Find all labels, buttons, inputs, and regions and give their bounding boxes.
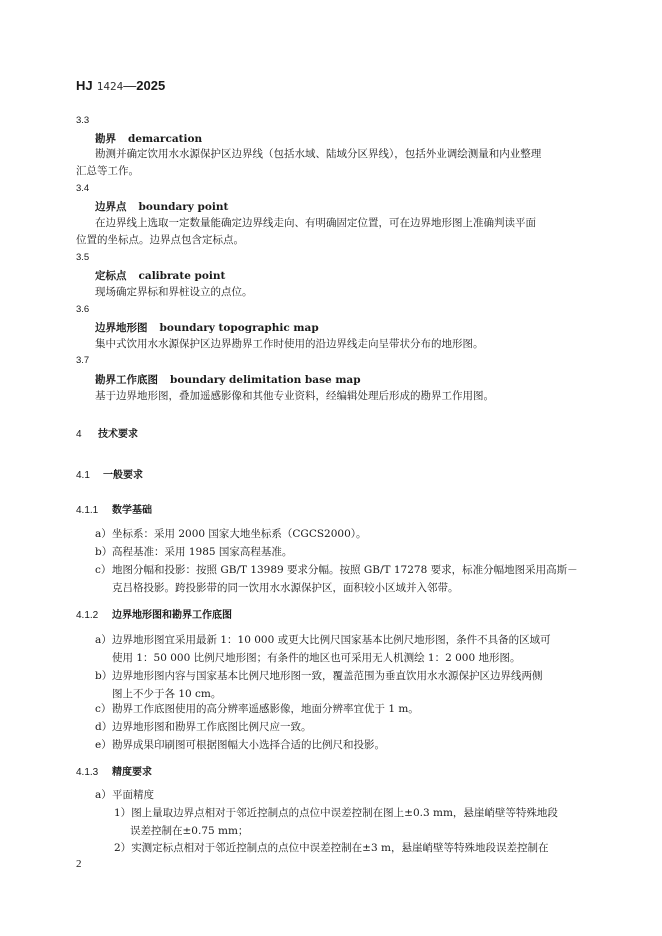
section-title: 数学基础 xyxy=(112,505,152,516)
sub-item-text: 图上量取边界点相对于邻近控制点的点位中误差控制在图上±0.3 mm，悬崖峭壁等特殊地段 xyxy=(131,807,558,819)
term-def-line: 勘测并确定饮用水水源保护区边界线（包括水域、陆域分区界线），包括外业调绘测量和内业整理 xyxy=(95,148,542,160)
section-heading-4-1-2 xyxy=(76,606,232,621)
item-label: b） xyxy=(95,670,113,682)
sub-item-text-cont: 误差控制在±0.75 mm； xyxy=(130,825,249,837)
term-title xyxy=(95,320,319,335)
item-label: d） xyxy=(95,721,113,733)
standard-year: 2025 xyxy=(136,78,166,93)
item-text: 勘界工作底图使用的高分辨率遥感影像，地面分辨率宜优于 1 m。 xyxy=(112,703,419,715)
section-heading-4-1 xyxy=(76,466,143,481)
item-text: 平面精度 xyxy=(112,789,154,801)
term-title xyxy=(95,199,228,214)
page-number: 2 xyxy=(76,858,82,870)
term-en: boundary delimitation base map xyxy=(170,374,361,386)
item-text: 边界地形图宜采用最新 1：10 000 或更大比例尺国家基本比例尺地形图，条件不具备的区域可 xyxy=(112,634,551,646)
document-header xyxy=(76,78,165,94)
term-title xyxy=(95,268,225,283)
term-number: 3.3 xyxy=(76,115,90,126)
section-title: 边界地形图和勘界工作底图 xyxy=(112,610,232,621)
term-en: calibrate point xyxy=(138,270,226,282)
section-heading-4-1-3 xyxy=(76,763,152,778)
sub-list-item xyxy=(114,804,594,840)
header-dash: — xyxy=(123,78,137,93)
item-label: b） xyxy=(95,546,113,558)
item-label: a） xyxy=(95,528,112,540)
term-number: 3.5 xyxy=(76,252,90,263)
item-text: 边界地形图内容与国家基本比例尺地形图一致，覆盖范围为垂直饮用水水源保护区边界线两侧 xyxy=(112,670,543,682)
term-def-line: 基于边界地形图，叠加遥感影像和其他专业资料，经编辑处理后形成的勘界工作用图。 xyxy=(95,390,494,402)
item-text: 边界地形图和勘界工作底图比例尺应一致。 xyxy=(112,721,312,733)
term-definition xyxy=(76,146,595,180)
term-en: boundary topographic map xyxy=(159,322,319,334)
item-text: 地图分幅和投影：按照 GB/T 13989 要求分幅。按照 GB/T 17278 要求，标准分幅地图采用高斯－ xyxy=(112,564,578,576)
section-title: 技术要求 xyxy=(98,429,138,440)
term-zh: 勘界工作底图 xyxy=(95,374,158,386)
list-item xyxy=(95,786,595,804)
item-label: c） xyxy=(95,564,112,576)
term-def-line: 位置的坐标点。边界点包含定标点。 xyxy=(76,234,244,246)
item-label: a） xyxy=(95,634,112,646)
item-text: 高程基准：采用 1985 国家高程基准。 xyxy=(112,546,293,558)
section-number: 4 xyxy=(76,429,82,440)
item-text-cont: 使用 1：50 000 比例尺地形图；有条件的地区也可采用无人机测绘 1：2 000 地形图。 xyxy=(112,652,521,664)
term-def-line: 集中式饮用水水源保护区边界勘界工作时使用的沿边界线走向呈带状分布的地形图。 xyxy=(95,338,484,350)
item-text: 勘界成果印刷图可根据图幅大小选择合适的比例尺和投影。 xyxy=(112,739,385,751)
list-item xyxy=(95,525,595,543)
section-title: 一般要求 xyxy=(103,470,143,481)
section-title: 精度要求 xyxy=(112,767,152,778)
term-title xyxy=(95,372,361,387)
term-zh: 边界地形图 xyxy=(95,322,148,334)
term-def-line: 现场确定界标和界桩设立的点位。 xyxy=(95,286,253,298)
section-number: 4.1 xyxy=(76,470,90,481)
term-en: boundary point xyxy=(138,201,229,213)
item-label: c） xyxy=(95,703,112,715)
sub-item-label: 2） xyxy=(114,842,132,854)
term-title xyxy=(95,131,202,146)
list-item xyxy=(95,561,595,597)
term-definition xyxy=(95,284,595,301)
list-item xyxy=(95,718,595,736)
sub-item-text: 实测定标点相对于邻近控制点的点位中误差控制在±3 m，悬崖峭壁等特殊地段误差控制在 xyxy=(131,842,549,854)
standard-number: 1424 xyxy=(96,80,124,93)
term-def-line: 汇总等工作。 xyxy=(76,165,139,177)
section-heading-4 xyxy=(76,425,138,440)
term-definition xyxy=(95,336,595,353)
item-text-cont: 克吕格投影。跨投影带的同一饮用水水源保护区，面积较小区域并入邻带。 xyxy=(112,582,459,594)
list-item xyxy=(95,736,595,754)
term-def-line: 在边界线上选取一定数量能确定边界线走向、有明确固定位置，可在边界地形图上准确判读平面 xyxy=(95,217,536,229)
list-item xyxy=(95,543,595,561)
list-item xyxy=(95,700,595,718)
term-definition xyxy=(76,215,595,249)
term-zh: 边界点 xyxy=(95,201,127,213)
section-number: 4.1.2 xyxy=(76,610,99,621)
term-number: 3.6 xyxy=(76,304,90,315)
term-zh: 勘界 xyxy=(95,133,116,145)
term-number: 3.4 xyxy=(76,183,90,194)
list-item xyxy=(95,667,595,703)
item-text: 坐标系：采用 2000 国家大地坐标系（CGCS2000）。 xyxy=(112,528,367,540)
term-en: demarcation xyxy=(128,133,203,145)
item-label: a） xyxy=(95,789,112,801)
list-item xyxy=(95,631,595,667)
sub-list-item xyxy=(114,839,594,857)
term-definition xyxy=(95,388,595,405)
term-zh: 定标点 xyxy=(95,270,127,282)
term-number: 3.7 xyxy=(76,355,90,366)
sub-item-label: 1） xyxy=(114,807,132,819)
section-number: 4.1.1 xyxy=(76,505,99,516)
item-text-cont: 图上不少于各 10 cm。 xyxy=(112,688,222,700)
standard-code: HJ xyxy=(76,78,93,93)
section-heading-4-1-1 xyxy=(76,501,152,516)
section-number: 4.1.3 xyxy=(76,767,99,778)
item-label: e） xyxy=(95,739,112,751)
